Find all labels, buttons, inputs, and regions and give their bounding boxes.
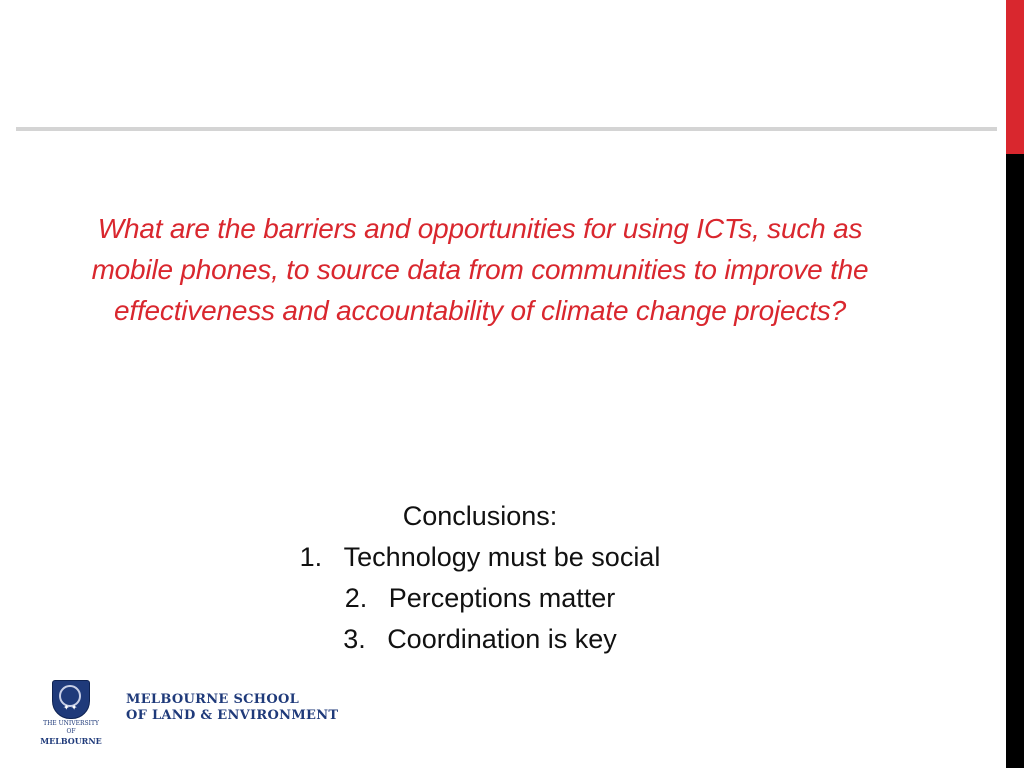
side-accent-black [1006,154,1024,768]
university-logo [38,680,104,746]
list-text: Technology must be social [343,542,661,572]
list-number: 3. [343,624,366,654]
university-crest-icon: ✦✦ [52,680,90,719]
conclusions-list [230,537,730,660]
list-number: 2. [344,583,368,613]
list-item [230,578,730,619]
list-text: Coordination is key [387,624,617,654]
school-line1: MELBOURNE SCHOOL [126,692,300,707]
side-accent-red [1006,0,1024,154]
list-number: 1. [299,542,323,572]
list-item [230,619,730,660]
footer-logo [38,680,338,746]
school-line2: OF LAND & ENVIRONMENT [126,708,339,723]
university-line1: THE UNIVERSITY OF [43,720,99,735]
conclusions-block [230,496,730,660]
school-name [126,692,338,724]
side-accent-bar [1006,0,1024,768]
research-question: What are the barriers and opportunities for using ICTs, such as mobile phones, to source data from communities to improve the effectiveness and accountability of climate change projects? [91,213,869,326]
conclusions-heading: Conclusions: [402,501,558,531]
title-divider [16,127,997,131]
list-item [230,537,730,578]
university-line2: MELBOURNE [40,736,102,746]
list-text: Perceptions matter [388,583,616,613]
